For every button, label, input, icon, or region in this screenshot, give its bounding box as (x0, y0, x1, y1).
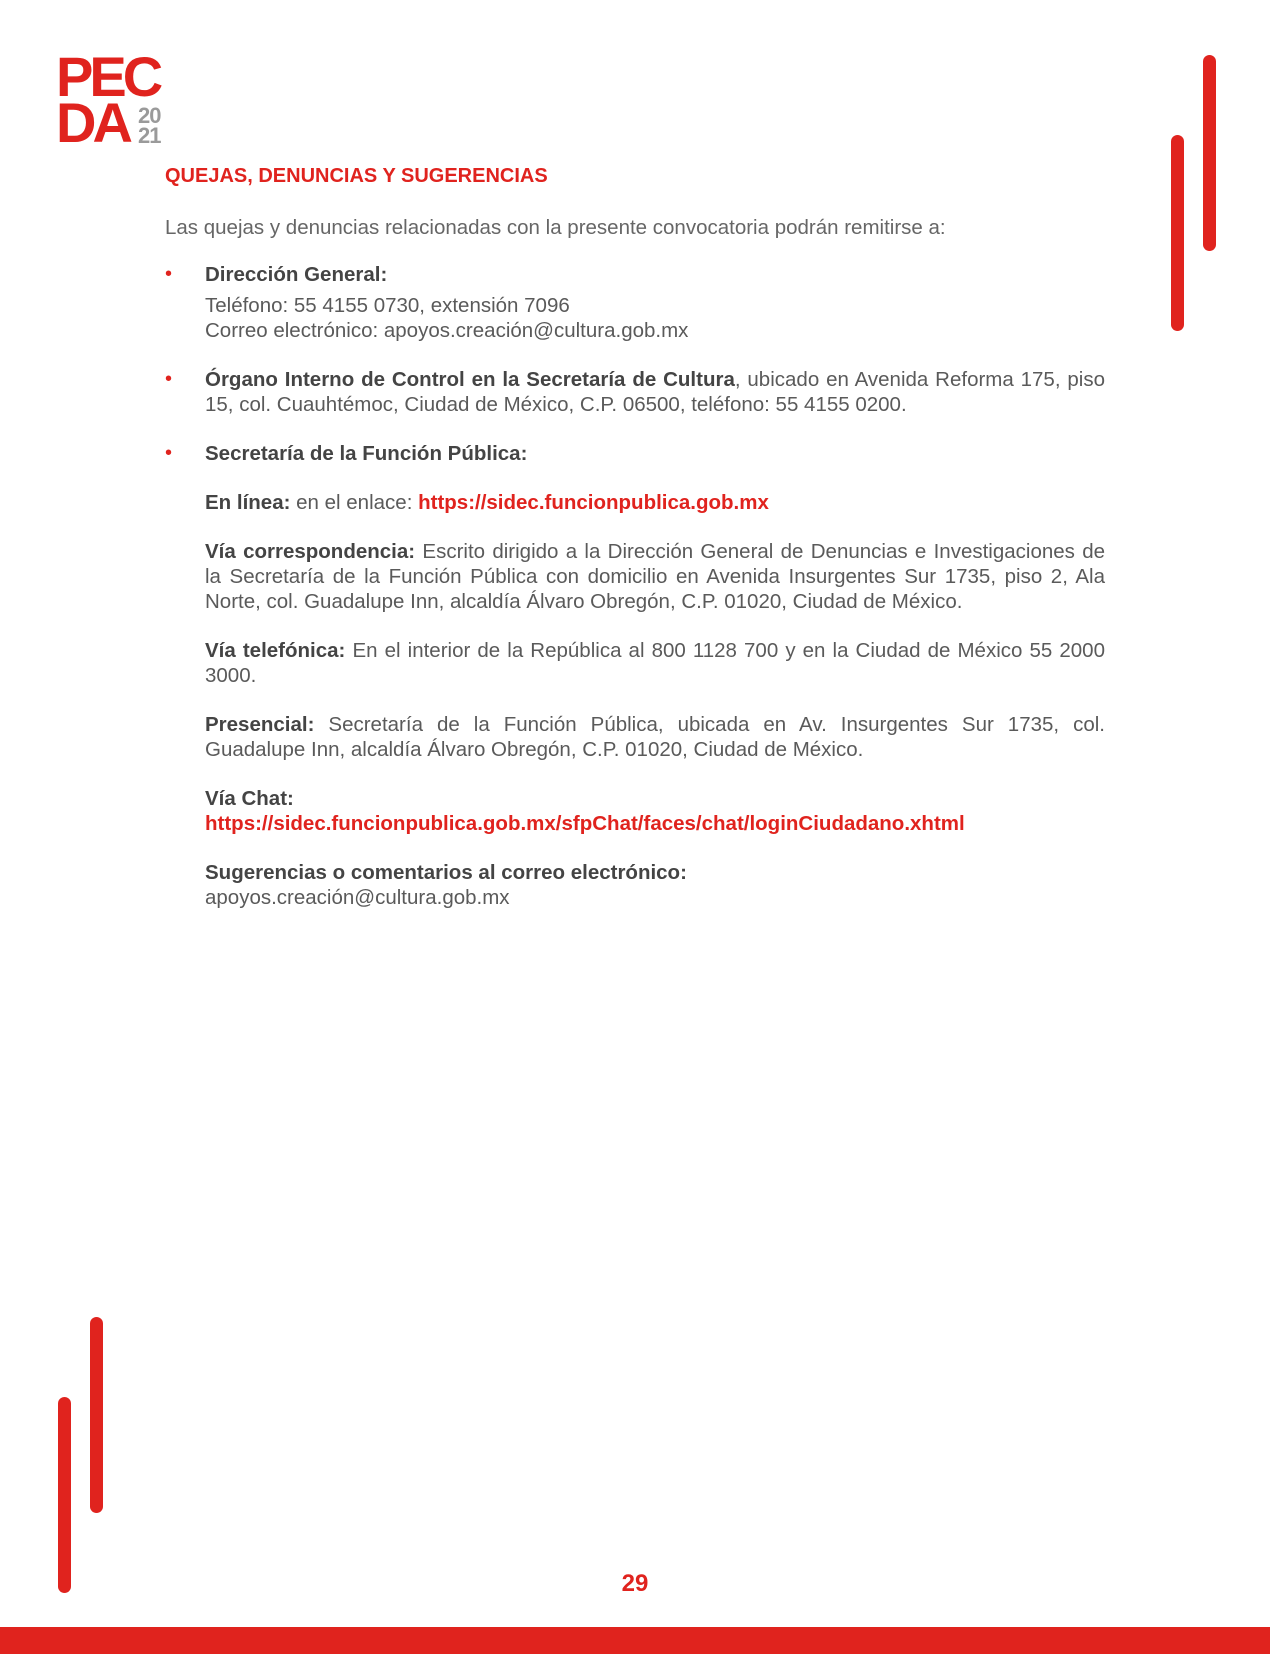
inperson-label: Presencial: (205, 713, 315, 736)
email-line: Correo electrónico: apoyos.creación@cultura.gob.mx (205, 319, 689, 342)
intro-paragraph: Las quejas y denuncias relacionadas con la presente convocatoria podrán remitirse a: (165, 216, 946, 239)
mail-text: Escrito dirigido a la Dirección General de Denuncias e Investigaciones de la Secretaría de la Función Pública con domicilio en Avenida Insurgentes Sur 1735, piso 2, Ala Norte, col. Guadalupe Inn, alcaldía Álvaro Obregón, C.P. 01020, Ciudad de México. (205, 540, 1106, 613)
mail-paragraph (205, 539, 1105, 614)
decorative-bar-bottom-left-inner (90, 1317, 103, 1513)
bullet-icon: • (165, 263, 173, 285)
item-paragraph (205, 367, 1105, 417)
suggest-label: Sugerencias o comentarios al correo electrónico: (205, 861, 687, 884)
main-content (165, 164, 1105, 934)
suggest-email: apoyos.creación@cultura.gob.mx (205, 886, 510, 909)
decorative-bar-top-right-outer (1203, 55, 1216, 251)
inperson-paragraph (205, 712, 1105, 762)
logo-line-1: PEC (56, 45, 160, 108)
list-item-organo-interno (165, 367, 1105, 417)
online-link[interactable]: https://sidec.funcionpublica.gob.mx (418, 491, 769, 514)
list-item-direccion-general (165, 262, 1105, 343)
item-text: , ubicado en Avenida Reforma 175, piso 15, col. Cuauhtémoc, Ciudad de México, C.P. 06500, teléfono: 55 4155 0200. (205, 368, 1105, 416)
online-paragraph (205, 490, 1105, 515)
online-label: En línea: (205, 491, 291, 514)
list-item-funcion-publica (165, 441, 1105, 910)
page-number: 29 (621, 1570, 649, 1597)
bullet-icon: • (165, 442, 173, 464)
item-title: Órgano Interno de Control en la Secretaría de Cultura (205, 368, 735, 391)
logo-year-bottom: 21 (138, 123, 161, 148)
pecda-logo (56, 45, 176, 154)
chat-link[interactable]: https://sidec.funcionpublica.gob.mx/sfpChat/faces/chat/loginCiudadano.xhtml (205, 812, 965, 835)
bullet-icon: • (165, 368, 173, 390)
phone-label: Vía telefónica: (205, 639, 346, 662)
mail-label: Vía correspondencia: (205, 540, 416, 563)
chat-label: Vía Chat: (205, 787, 294, 810)
logo-year-top: 20 (138, 103, 161, 128)
inperson-text: Secretaría de la Función Pública, ubicada en Av. Insurgentes Sur 1735, col. Guadalupe Inn, alcaldía Álvaro Obregón, C.P. 01020, Ciudad de México. (205, 713, 1105, 761)
phone-line: Teléfono: 55 4155 0730, extensión 7096 (205, 294, 570, 317)
logo-line-2: DA (56, 91, 129, 154)
section-heading: QUEJAS, DENUNCIAS Y SUGERENCIAS (165, 165, 548, 187)
decorative-bar-top-right-inner (1171, 135, 1184, 331)
phone-text: En el interior de la República al 800 1128 700 y en la Ciudad de México 55 2000 3000. (205, 639, 1105, 687)
item-title: Secretaría de la Función Pública: (205, 442, 528, 465)
item-title: Dirección General: (205, 263, 388, 286)
online-text: en el enlace: (290, 491, 419, 514)
decorative-bar-bottom-left-outer (58, 1397, 71, 1593)
phone-paragraph (205, 638, 1105, 688)
footer-bar (0, 1627, 1270, 1654)
